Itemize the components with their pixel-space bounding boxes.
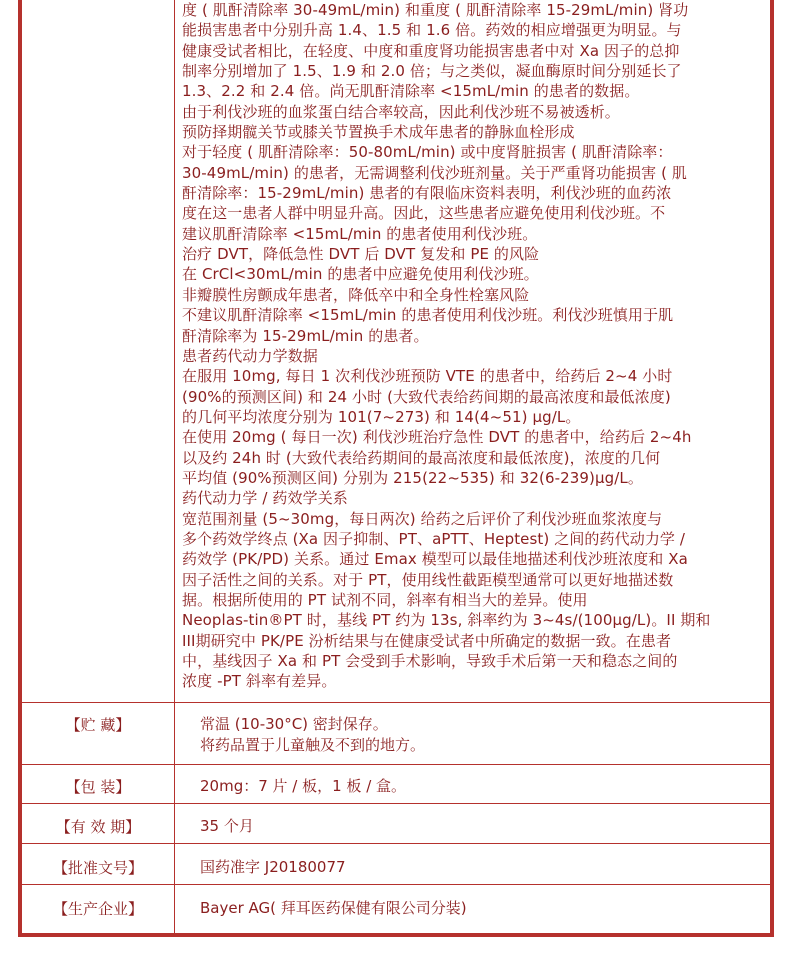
pharmacology-line: 以及约 24h 时 (大致代表给药期间的最高浓度和最低浓度)，浓度的几何 <box>182 448 661 467</box>
pharmacology-line: 酐清除率：15-29mL/min) 患者的有限临床资料表明，利伐沙班的血药浓 <box>182 184 672 203</box>
column-divider <box>174 0 175 933</box>
pharmacology-line: 1.3、2.2 和 2.4 倍。尚无肌酐清除率 <15mL/min 的患者的数据。 <box>182 82 640 101</box>
pharmacology-line: 非瓣膜性房颤成年患者，降低卒中和全身性栓塞风险 <box>182 285 530 304</box>
row-divider <box>22 702 770 703</box>
packaging-value: 20mg：7 片 / 板，1 板 / 盒。 <box>200 777 407 795</box>
pharmacology-line: 据。根据所使用的 PT 试剂不同，斜率有相当大的差异。使用 <box>182 590 588 609</box>
pharmacology-line: 建议肌酐清除率 <15mL/min 的患者使用利伐沙班。 <box>182 224 538 243</box>
packaging-label: 【包 装】 <box>65 778 131 796</box>
pharmacology-line: 的几何平均浓度分别为 101(7~273) 和 14(4~51) μg/L。 <box>182 407 581 426</box>
pharmacology-line: 预防择期髋关节或膝关节置换手术成年患者的静脉血栓形成 <box>182 123 575 142</box>
pharmacology-line: 浓度 -PT 斜率有差异。 <box>182 672 337 691</box>
pharmacology-line: 药效学 (PK/PD) 关系。通过 Emax 模型可以最佳地描述利伐沙班浓度和 Xa <box>182 550 688 569</box>
storage-text <box>200 714 760 755</box>
storage-line: 将药品置于儿童触及不到的地方。 <box>200 735 426 754</box>
pharmacology-line: 30-49mL/min) 的患者，无需调整利伐沙班剂量。关于严重肾功能损害 ( 肌 <box>182 163 688 182</box>
row-divider <box>22 803 770 804</box>
row-divider <box>22 843 770 844</box>
manufacturer-value: Bayer AG( 拜耳医药保健有限公司分装) <box>200 899 467 917</box>
pharmacology-line: 在使用 20mg ( 每日一次) 利伐沙班治疗急性 DVT 的患者中，给药后 2~4h <box>182 428 692 447</box>
pharmacology-line: 因子活性之间的关系。对于 PT，使用线性截距模型通常可以更好地描述数 <box>182 570 674 589</box>
pharmacology-line: 平均值 (90%预测区间) 分别为 215(22~535) 和 32(6-239)μg/L。 <box>182 468 643 487</box>
pharmacology-line: 宽范围剂量 (5~30mg，每日两次) 给药之后评价了利伐沙班血浆浓度与 <box>182 509 663 528</box>
pharmacology-line: 多个药效学终点 (Xa 因子抑制、PT、aPTT、Heptest) 之间的药代动力学 / <box>182 529 686 548</box>
pharmacology-text <box>182 0 762 692</box>
pharmacology-line: (90%的预测区间) 和 24 小时 (大致代表给药间期的最高浓度和最低浓度) <box>182 387 671 406</box>
pharmacology-line: 度 ( 肌酐清除率 30-49mL/min) 和重度 ( 肌酐清除率 15-29mL/min) 肾功 <box>182 1 689 19</box>
pharmacology-line: 度在这一患者人群中明显升高。因此，这些患者应避免使用利伐沙班。不 <box>182 204 666 223</box>
pharmacology-line: 在 CrCl<30mL/min 的患者中应避免使用利伐沙班。 <box>182 265 539 284</box>
pharmacology-line: 由于利伐沙班的血浆蛋白结合率较高，因此利伐沙班不易被透析。 <box>182 102 620 121</box>
pharmacology-line: 对于轻度 ( 肌酐清除率：50-80mL/min) 或中度肾脏损害 ( 肌酐清除率： <box>182 143 673 162</box>
pharmacology-line: 健康受试者相比，在轻度、中度和重度肾功能损害患者中对 Xa 因子的总抑 <box>182 41 680 60</box>
row-divider <box>22 764 770 765</box>
row-divider <box>22 884 770 885</box>
pharmacology-line: 不建议肌酐清除率 <15mL/min 的患者使用利伐沙班。利伐沙班慎用于肌 <box>182 306 674 325</box>
pharmacology-line: 制率分别增加了 1.5、1.9 和 2.0 倍；与之类似，凝血酶原时间分别延长了 <box>182 62 682 81</box>
pharmacology-line: 药代动力学 / 药效学关系 <box>182 489 348 508</box>
approval-value: 国药准字 J20180077 <box>200 858 346 876</box>
pharmacology-line: 能损害患者中分别升高 1.4、1.5 和 1.6 倍。药效的相应增强更为明显。与 <box>182 21 682 40</box>
pharmacology-line: 在服用 10mg, 每日 1 次利伐沙班预防 VTE 的患者中，给药后 2~4 小时 <box>182 367 673 386</box>
pharmacology-line: 酐清除率为 15-29mL/min 的患者。 <box>182 326 429 345</box>
pharmacology-line: 中，基线因子 Xa 和 PT 会受到手术影响，导致手术后第一天和稳态之间的 <box>182 652 678 670</box>
approval-label: 【批准文号】 <box>52 859 143 877</box>
manufacturer-label: 【生产企业】 <box>52 900 143 918</box>
storage-line: 常温 (10-30°C) 密封保存。 <box>200 715 388 733</box>
storage-label: 【贮 藏】 <box>65 716 131 734</box>
validity-label: 【有 效 期】 <box>55 818 141 836</box>
validity-value: 35 个月 <box>200 817 254 835</box>
pharmacology-line: 患者药代动力学数据 <box>182 346 318 365</box>
pharmacology-line: Neoplas-tin®PT 时，基线 PT 约为 13s, 斜率约为 3~4s/(100μg/L)。II 期和 <box>182 611 711 630</box>
pharmacology-line: III期研究中 PK/PE 汾析结果与在健康受试者中所确定的数据一致。在患者 <box>182 631 672 650</box>
pharmacology-line: 治疗 DVT，降低急性 DVT 后 DVT 复发和 PE 的风险 <box>182 245 540 264</box>
